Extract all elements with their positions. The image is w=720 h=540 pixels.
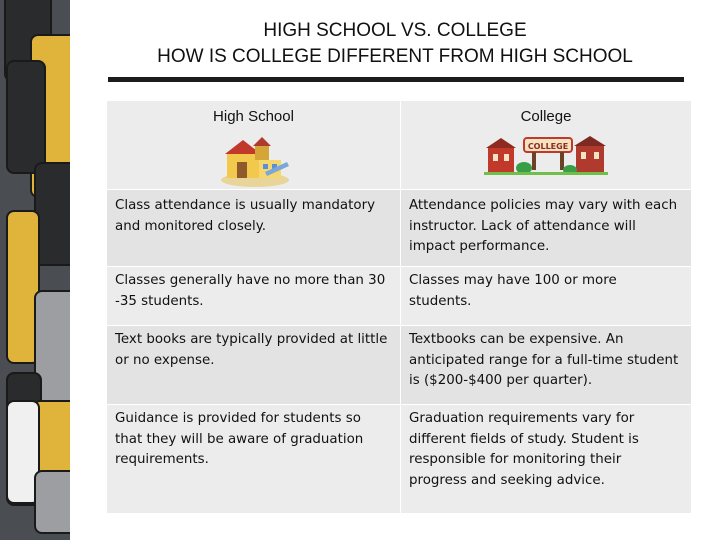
- cell-high-school: Text books are typically provided at little or no expense.: [107, 326, 401, 405]
- table-row: [107, 267, 692, 326]
- cell-high-school: Guidance is provided for students so that they will be aware of graduation requirements.: [107, 405, 401, 514]
- cell-high-school: Classes generally have no more than 30 -35 students.: [107, 267, 401, 326]
- title-underline: [108, 77, 684, 82]
- title-line-1: HIGH SCHOOL VS. COLLEGE: [263, 20, 527, 41]
- decor-strip: [6, 60, 46, 174]
- table-row: [107, 405, 692, 514]
- header-high-school-label: High School: [213, 108, 294, 125]
- slide-title: [70, 18, 720, 70]
- title-line-2: HOW IS COLLEGE DIFFERENT FROM HIGH SCHOOL: [157, 46, 633, 67]
- header-college-label: College: [520, 108, 572, 125]
- cell-high-school: Class attendance is usually mandatory and monitored closely.: [107, 190, 401, 267]
- cell-college: Textbooks can be expensive. An anticipated range for a full-time student is ($200-$400 per quarter).: [401, 326, 692, 405]
- cell-college: Graduation requirements vary for different fields of study. Student is responsible for monitoring their progress and seeking advice.: [401, 405, 692, 514]
- table-row: [107, 190, 692, 267]
- cell-college: Classes may have 100 or more students.: [401, 267, 692, 326]
- comparison-table: [106, 100, 692, 512]
- header-college: [401, 101, 692, 190]
- table-row: [107, 326, 692, 405]
- college-buildings-icon: [484, 132, 608, 176]
- schoolhouse-icon: [215, 132, 293, 188]
- header-high-school: [107, 101, 401, 190]
- table-header-row: [107, 101, 692, 190]
- cell-college: Attendance policies may vary with each instructor. Lack of attendance will impact performance.: [401, 190, 692, 267]
- college-sign-text: COLLEGE: [527, 141, 569, 151]
